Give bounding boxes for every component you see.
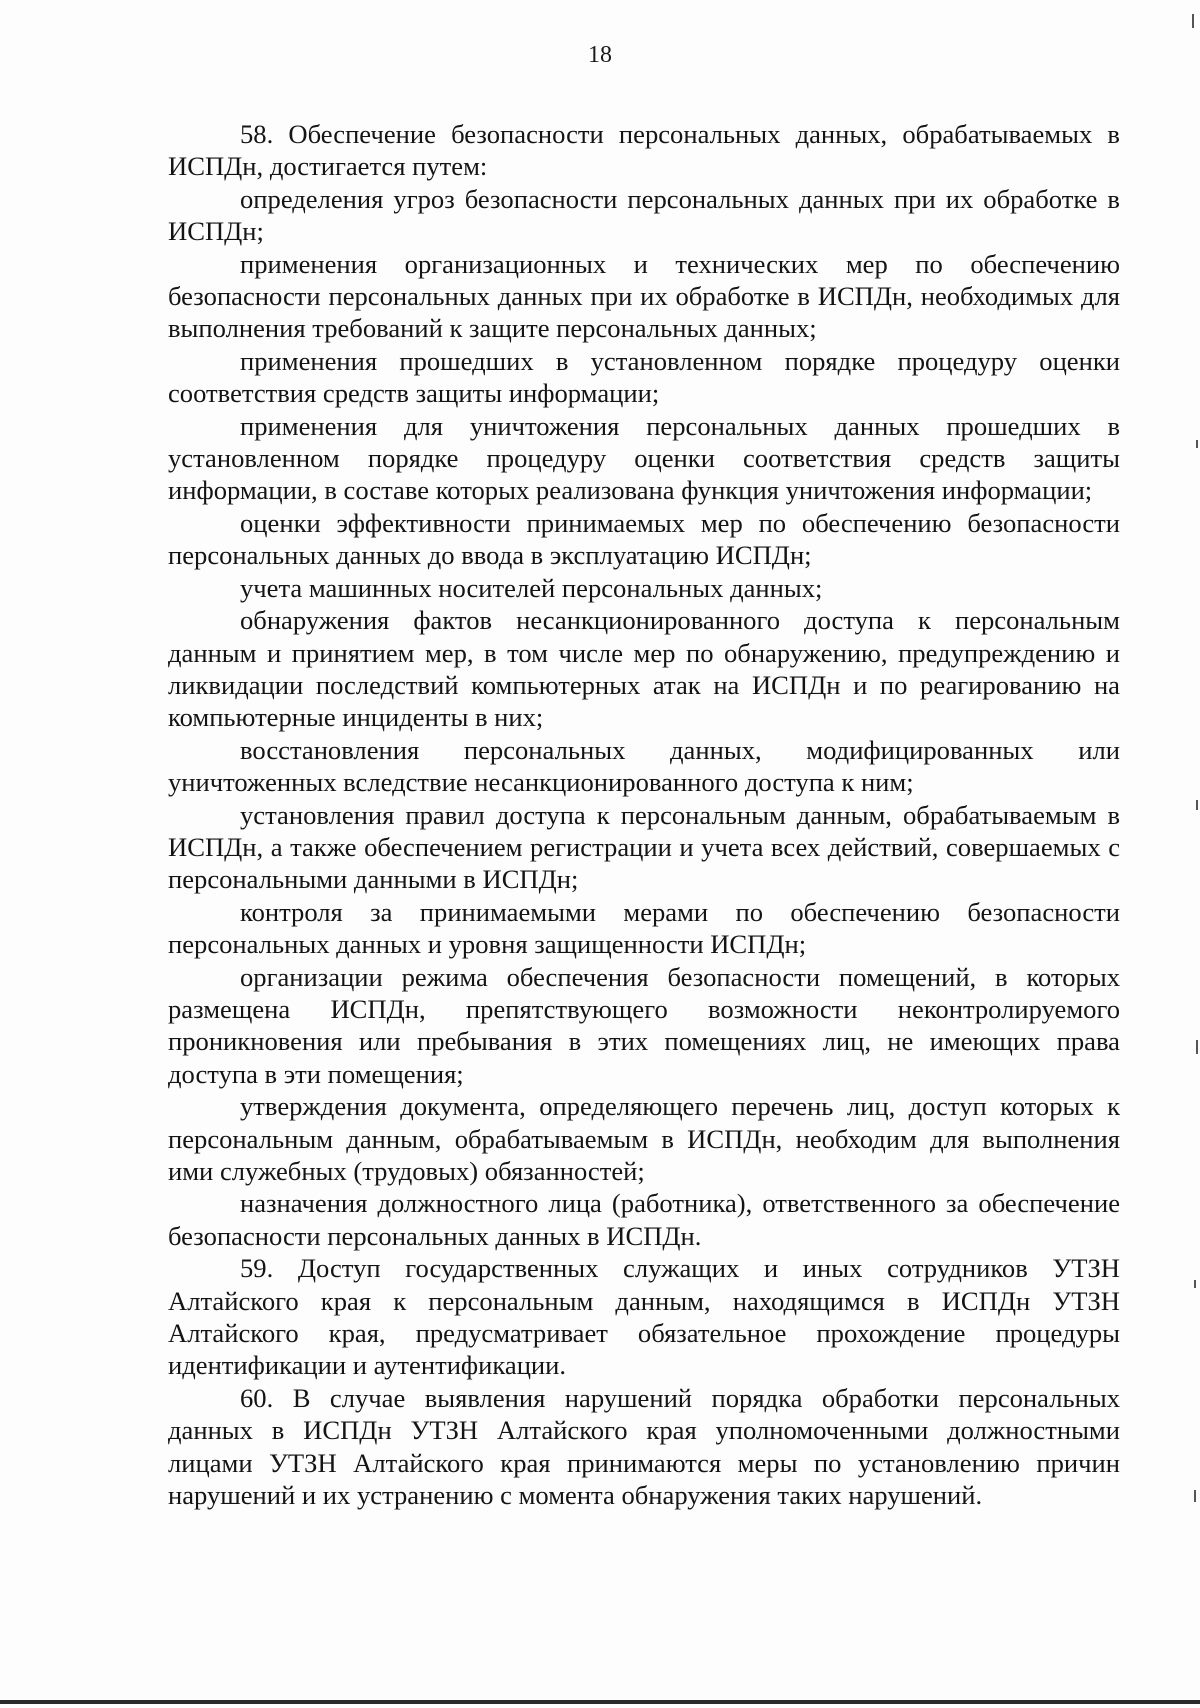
scan-artifact xyxy=(1196,800,1198,810)
list-item: учета машинных носителей персональных данных; xyxy=(240,572,823,603)
scan-artifact xyxy=(1196,1040,1198,1054)
list-item: применения прошедших в установленном порядке процедуру оценки соответствия средств защиты информации; xyxy=(168,345,1120,409)
list-item: назначения должностного лица (работника), ответственного за обеспечение безопасности персональных данных в ИСПДн. xyxy=(168,1188,1120,1251)
list-item: определения угроз безопасности персональных данных при их обработке в ИСПДн; xyxy=(168,183,1120,247)
scan-artifact xyxy=(1192,14,1194,28)
paragraph-60: 60. В случае выявления нарушений порядка обработки персональных данных в ИСПДн УТЗН Алтайского края уполномоченными должностными лицами УТЗН Алтайского края принимаются меры по установлению причин нарушений и их устранению с момента обнаружения таких нарушений. xyxy=(168,1382,1120,1511)
scan-artifact xyxy=(1194,1280,1196,1288)
list-item: применения организационных и технических мер по обеспечению безопасности персональных данных при их обработке в ИСПДн, необходимых для выполнения требований к защите персональных данных; xyxy=(168,248,1120,344)
list-item: организации режима обеспечения безопасности помещений, в которых размещена ИСПДн, препятствующего возможности неконтролируемого проникновения или пребывания в этих помещениях лиц, не имеющих права доступа в эти помещения; xyxy=(168,961,1120,1089)
list-item: обнаружения фактов несанкционированного доступа к персональным данным и принятием мер, в том числе мер по обнаружению, предупреждению и ликвидации последствий компьютерных атак на ИСПДн и по реагированию на компьютерные инциденты в них; xyxy=(168,605,1120,733)
list-item: утверждения документа, определяющего перечень лиц, доступ которых к персональным данным, обрабатываемым в ИСПДн, необходим для выполнения ими служебных (трудовых) обязанностей; xyxy=(168,1091,1120,1186)
page-number: 18 xyxy=(588,42,612,68)
list-item: оценки эффективности принимаемых мер по обеспечению безопасности персональных данных до ввода в эксплуатацию ИСПДн; xyxy=(168,507,1120,571)
list-item: восстановления персональных данных, модифицированных или уничтоженных вследствие несанкционированного доступа к ним; xyxy=(168,734,1120,798)
paragraph-58: 58. Обеспечение безопасности персональных данных, обрабатываемых в ИСПДн, достигается путем: xyxy=(168,119,1120,182)
scan-edge-line xyxy=(0,1700,1200,1704)
scan-artifact xyxy=(1196,440,1198,448)
paragraph-59: 59. Доступ государственных служащих и иных сотрудников УТЗН Алтайского края к персональным данным, находящимся в ИСПДн УТЗН Алтайского края, предусматривает обязательное прохождение процедуры идентификации и аутентификации. xyxy=(168,1253,1120,1381)
scan-artifact xyxy=(1194,1490,1196,1502)
document-body xyxy=(168,118,1120,1511)
list-item: установления правил доступа к персональным данным, обрабатываемым в ИСПДн, а также обеспечением регистрации и учета всех действий, совершаемых с персональными данными в ИСПДн; xyxy=(168,799,1120,895)
list-item: контроля за принимаемыми мерами по обеспечению безопасности персональных данных и уровня защищенности ИСПДн; xyxy=(168,896,1120,960)
list-item: применения для уничтожения персональных данных прошедших в установленном порядке процедуру оценки соответствия средств защиты информации, в составе которых реализована функция уничтожения информации; xyxy=(168,410,1120,506)
